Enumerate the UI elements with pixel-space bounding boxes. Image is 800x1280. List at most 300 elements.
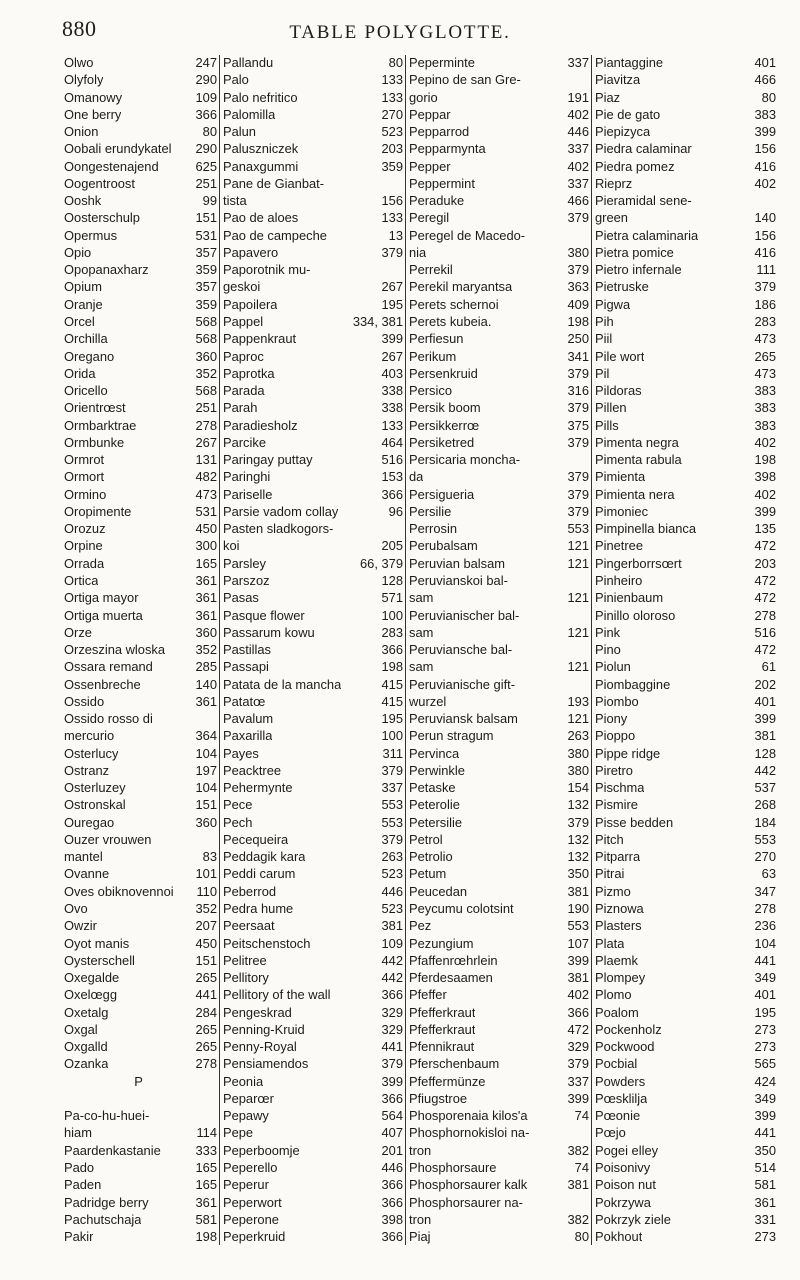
index-entry (223, 538, 405, 553)
entry-term: Pepe (223, 1125, 254, 1141)
entry-term: Perikum (409, 348, 457, 364)
entry-page-ref: 121 (567, 624, 589, 640)
entry-page-ref: 121 (567, 590, 589, 606)
entry-page-ref: 366 (195, 106, 217, 122)
index-entry (595, 970, 776, 985)
entry-term: Pelitree (223, 952, 267, 968)
entry-term: Perets schernoi (409, 296, 499, 312)
entry-page-ref: 349 (754, 1090, 776, 1106)
entry-term: Persiketred (409, 434, 475, 450)
entry-page-ref: 399 (381, 331, 403, 347)
index-entry (64, 314, 219, 329)
entry-page-ref: 352 (195, 901, 217, 917)
index-entry (595, 694, 776, 709)
entry-term: Pildoras (595, 383, 642, 399)
index-entry (64, 832, 219, 847)
entry-term: Pinheiro (595, 572, 643, 588)
entry-term: Panaxgummi (223, 158, 299, 174)
entry-term: Piombo (595, 693, 639, 709)
entry-page-ref: 100 (381, 607, 403, 623)
index-entry (64, 1229, 219, 1244)
index-entry (595, 901, 776, 916)
entry-page-ref: 265 (195, 1039, 217, 1055)
entry-page-ref: 380 (567, 762, 589, 778)
entry-page-ref: 165 (195, 1160, 217, 1175)
index-entry (409, 1022, 591, 1037)
entry-page-ref: 464 (381, 434, 403, 450)
entry-page-ref: 441 (754, 952, 776, 968)
entry-term: Orchilla (64, 331, 108, 347)
entry-term: Perubalsam (409, 538, 478, 554)
index-entry (409, 1160, 591, 1175)
entry-page-ref: 565 (754, 1056, 776, 1072)
index-entry (223, 452, 405, 467)
index-entry (223, 469, 405, 484)
index-entry (409, 797, 591, 812)
index-entry (64, 711, 219, 726)
index-entry (409, 936, 591, 951)
index-entry (409, 556, 591, 571)
index-entry (595, 538, 776, 553)
entry-page-ref: 446 (567, 124, 589, 140)
index-entry (64, 210, 219, 225)
entry-term: Pismire (595, 797, 638, 813)
index-entry (409, 1108, 591, 1123)
index-entry (64, 677, 219, 692)
entry-term: Pezungium (409, 935, 474, 951)
index-entry (223, 746, 405, 761)
index-entry (595, 625, 776, 640)
index-entry (409, 487, 591, 502)
entry-page-ref: 110 (196, 883, 217, 899)
entry-term: Phosporenaia kilos'a (409, 1108, 528, 1124)
entry-page-ref: 553 (381, 797, 403, 813)
entry-page-ref: 334, 381 (352, 313, 403, 329)
entry-term: Piombaggine (595, 676, 671, 692)
entry-page-ref: 132 (567, 797, 589, 813)
entry-page-ref: 350 (567, 866, 589, 882)
entry-page-ref: 401 (754, 693, 776, 709)
entry-term: Orozuz (64, 521, 106, 537)
entry-page-ref: 133 (381, 417, 403, 433)
entry-page-ref: 109 (195, 89, 217, 105)
index-entry (409, 72, 591, 87)
entry-page-ref: 442 (381, 952, 403, 968)
entry-term: Powders (595, 1073, 646, 1089)
entry-page-ref: 349 (754, 970, 776, 986)
index-entry (64, 1212, 219, 1227)
entry-page-ref: 402 (754, 434, 776, 450)
entry-term: Pink (595, 624, 621, 640)
entry-term: da (409, 469, 424, 485)
index-entry (595, 849, 776, 864)
entry-page-ref: 379 (567, 1056, 589, 1072)
entry-page-ref: 131 (195, 452, 217, 468)
entry-term: Paprotka (223, 365, 275, 381)
entry-term: Padridge berry (64, 1194, 149, 1210)
entry-page-ref: 207 (195, 918, 217, 934)
entry-term: Pippe ridge (595, 745, 661, 761)
index-entry (409, 538, 591, 553)
entry-page-ref: 267 (381, 279, 403, 295)
entry-term: Pepper (409, 158, 451, 174)
index-entry (409, 297, 591, 312)
entry-page-ref: 379 (381, 244, 403, 260)
entry-page-ref: 625 (195, 158, 217, 174)
entry-page-ref: 278 (754, 607, 776, 623)
index-entry (409, 504, 591, 519)
index-entry (223, 832, 405, 847)
entry-term: Peacktree (223, 762, 282, 778)
entry-page-ref: 402 (754, 486, 776, 502)
entry-page-ref: 383 (754, 383, 776, 399)
entry-term: Pferdesaamen (409, 970, 493, 986)
entry-page-ref: 379 (567, 503, 589, 519)
entry-page-ref: 300 (195, 538, 217, 554)
index-entry (64, 487, 219, 502)
index-entry (409, 228, 591, 243)
entry-term: Ostranz (64, 762, 110, 778)
index-entry (223, 987, 405, 1002)
index-entry (595, 815, 776, 830)
entry-page-ref: 399 (381, 1073, 403, 1089)
entry-page-ref: 383 (754, 106, 776, 122)
entry-page-ref: 99 (202, 193, 217, 209)
entry-term: Persik boom (409, 400, 481, 416)
entry-page-ref: 568 (195, 383, 217, 399)
index-entry (64, 297, 219, 312)
entry-term: Paardenkastanie (64, 1142, 161, 1158)
index-entry (409, 901, 591, 916)
index-entry (223, 556, 405, 571)
entry-term: Pisse bedden (595, 814, 674, 830)
index-entry (64, 228, 219, 243)
entry-term: Ozanka (64, 1056, 109, 1072)
entry-page-ref: 203 (754, 555, 776, 571)
entry-term: Ormrot (64, 452, 105, 468)
entry-page-ref: 361 (195, 693, 217, 709)
entry-page-ref: 366 (381, 1177, 403, 1193)
entry-page-ref: 80 (761, 89, 776, 105)
entry-term: Pimenta rabula (595, 452, 682, 468)
entry-page-ref: 379 (567, 814, 589, 830)
entry-term: tron (409, 1142, 432, 1158)
entry-term: Oregano (64, 348, 115, 364)
index-entry (64, 659, 219, 674)
entry-term: nia (409, 244, 427, 260)
index-entry (595, 176, 776, 191)
index-entry (64, 400, 219, 415)
index-entry (595, 1143, 776, 1158)
index-entry (223, 262, 405, 277)
index-column-4 (591, 55, 776, 1245)
entry-page-ref: 290 (195, 72, 217, 88)
entry-page-ref: 265 (754, 348, 776, 364)
entry-page-ref: 403 (381, 365, 403, 381)
entry-term: Pensiamendos (223, 1056, 309, 1072)
entry-term: Ormort (64, 469, 105, 485)
entry-term: Pinillo oloroso (595, 607, 676, 623)
entry-term: Pferschenbaum (409, 1056, 500, 1072)
entry-page-ref: 379 (754, 279, 776, 295)
entry-page-ref: 80 (388, 55, 403, 70)
index-entry (409, 210, 591, 225)
entry-term: Peruvian balsam (409, 555, 506, 571)
index-entry (409, 141, 591, 156)
entry-term: Peddagik kara (223, 849, 306, 865)
entry-page-ref: 104 (195, 745, 217, 761)
entry-term: Peterolie (409, 797, 460, 813)
index-entry (595, 141, 776, 156)
entry-page-ref: 338 (381, 400, 403, 416)
index-entry (595, 349, 776, 364)
entry-term: Parah (223, 400, 258, 416)
entry-term: Pœjo (595, 1125, 626, 1141)
entry-page-ref: 202 (754, 676, 776, 692)
entry-term: Palun (223, 124, 256, 140)
entry-term: Orientrœst (64, 400, 126, 416)
index-entry (223, 815, 405, 830)
entry-page-ref: 201 (381, 1142, 403, 1158)
entry-page-ref: 401 (754, 55, 776, 70)
entry-page-ref: 109 (381, 935, 403, 951)
entry-term: Piznowa (595, 901, 644, 917)
entry-page-ref: 195 (381, 296, 403, 312)
entry-page-ref: 156 (754, 227, 776, 243)
index-entry (64, 469, 219, 484)
entry-page-ref: 104 (754, 935, 776, 951)
index-entry (595, 746, 776, 761)
entry-page-ref: 581 (754, 1177, 776, 1193)
entry-term: Pece (223, 797, 253, 813)
index-entry (64, 193, 219, 208)
entry-page-ref: 267 (381, 348, 403, 364)
entry-page-ref: 424 (754, 1073, 776, 1089)
entry-page-ref: 329 (381, 1021, 403, 1037)
index-entry (409, 262, 591, 277)
entry-term: Oxetalg (64, 1004, 109, 1020)
index-entry (64, 763, 219, 778)
entry-term: Pitch (595, 831, 624, 847)
index-entry (409, 349, 591, 364)
entry-term: sam (409, 590, 434, 606)
index-entry (223, 1229, 405, 1244)
index-entry (595, 1039, 776, 1054)
index-entry (409, 1039, 591, 1054)
entry-term: Ormino (64, 486, 107, 502)
entry-term: Penning-Kruid (223, 1021, 305, 1037)
entry-page-ref: 337 (567, 141, 589, 157)
index-entry (595, 1160, 776, 1175)
entry-page-ref: 205 (381, 538, 403, 554)
entry-page-ref: 531 (195, 503, 217, 519)
entry-page-ref: 357 (195, 244, 217, 260)
entry-page-ref: 151 (195, 952, 217, 968)
entry-page-ref: 379 (381, 1056, 403, 1072)
entry-term: Osterluzey (64, 780, 126, 796)
entry-term: Perrosin (409, 521, 457, 537)
entry-term: Pimienta nera (595, 486, 675, 502)
index-entry (64, 1195, 219, 1210)
index-entry (595, 418, 776, 433)
index-entry (64, 556, 219, 571)
index-entry (64, 55, 219, 70)
entry-term: Pervinca (409, 745, 460, 761)
entry-term: Pimoniec (595, 503, 649, 519)
index-entry (223, 504, 405, 519)
index-entry (409, 107, 591, 122)
index-entry (64, 1022, 219, 1037)
index-entry (64, 504, 219, 519)
index-entry (409, 642, 591, 657)
entry-page-ref: 329 (567, 1039, 589, 1055)
index-entry (64, 866, 219, 881)
index-entry (595, 1074, 776, 1089)
index-entry (223, 1108, 405, 1123)
entry-page-ref: 381 (567, 883, 589, 899)
entry-term: Payes (223, 745, 259, 761)
entry-page-ref: 381 (381, 918, 403, 934)
entry-page-ref: 360 (195, 348, 217, 364)
entry-term: Orcel (64, 313, 95, 329)
entry-page-ref: 399 (754, 711, 776, 727)
entry-term: Oysterschell (64, 952, 135, 968)
entry-page-ref: 382 (567, 1211, 589, 1227)
entry-term: Pie de gato (595, 106, 661, 122)
entry-page-ref: 114 (196, 1125, 217, 1141)
entry-term: Palo (223, 72, 249, 88)
entry-term: Pitrai (595, 866, 625, 882)
entry-page-ref: 399 (567, 1090, 589, 1106)
index-entry (409, 159, 591, 174)
index-entry (223, 728, 405, 743)
entry-term: Pietra pomice (595, 244, 674, 260)
entry-term: Pillen (595, 400, 627, 416)
index-entry (595, 573, 776, 588)
entry-page-ref: 568 (195, 331, 217, 347)
index-entry (223, 642, 405, 657)
entry-term: One berry (64, 106, 122, 122)
page-number: 880 (62, 16, 97, 41)
entry-page-ref: 198 (754, 452, 776, 468)
entry-term: Pavalum (223, 711, 274, 727)
entry-page-ref: 398 (754, 469, 776, 485)
entry-term: Pills (595, 417, 619, 433)
entry-term: Owzir (64, 918, 97, 934)
index-entry (409, 918, 591, 933)
index-entry (595, 279, 776, 294)
entry-term: Plompey (595, 970, 646, 986)
entry-term: Osterlucy (64, 745, 119, 761)
entry-term: Peersaat (223, 918, 275, 934)
entry-term: Pa-co-hu-huei- (64, 1108, 150, 1124)
index-entry (64, 538, 219, 553)
entry-term: Peitschenstoch (223, 935, 311, 951)
entry-page-ref: 285 (195, 659, 217, 675)
index-entry (64, 349, 219, 364)
entry-term: Parszoz (223, 572, 270, 588)
entry-page-ref: 80 (574, 1229, 589, 1245)
entry-term: Oxgalld (64, 1039, 108, 1055)
entry-term: Pappenkraut (223, 331, 297, 347)
index-entry (223, 1160, 405, 1175)
entry-term: Papoilera (223, 296, 278, 312)
entry-page-ref: 270 (381, 106, 403, 122)
entry-page-ref: 74 (574, 1108, 589, 1124)
entry-page-ref: 198 (381, 659, 403, 675)
entry-page-ref: 111 (756, 262, 776, 278)
entry-term: Passarum kowu (223, 624, 315, 640)
entry-term: Paringhi (223, 469, 271, 485)
entry-term: Peregil (409, 210, 450, 226)
entry-term: Peparœr (223, 1090, 274, 1106)
entry-page-ref: 523 (381, 901, 403, 917)
entry-page-ref: 154 (567, 780, 589, 796)
index-entry (409, 1212, 591, 1227)
entry-term: Piantaggine (595, 55, 664, 70)
entry-page-ref: 402 (567, 106, 589, 122)
index-entry (409, 1177, 591, 1192)
entry-page-ref: 472 (567, 1021, 589, 1037)
entry-term: Orze (64, 624, 92, 640)
entry-term: Peonia (223, 1073, 264, 1089)
entry-page-ref: 379 (567, 262, 589, 278)
index-column-1 (64, 55, 219, 1245)
index-entry (64, 728, 219, 743)
entry-term: Pfaffenrœhrlein (409, 952, 498, 968)
entry-term: P (134, 1073, 143, 1089)
entry-term: Oxelœgg (64, 987, 118, 1003)
index-entry (409, 866, 591, 881)
entry-term: Pedra hume (223, 901, 294, 917)
entry-term: Phosphorsaurer na- (409, 1194, 523, 1210)
entry-term: Paxarilla (223, 728, 273, 744)
entry-term: Petrolio (409, 849, 453, 865)
entry-page-ref: 133 (381, 72, 403, 88)
entry-term: Pech (223, 814, 253, 830)
entry-page-ref: 399 (754, 1108, 776, 1124)
entry-term: Opermus (64, 227, 118, 243)
index-entry (409, 1143, 591, 1158)
index-entry (409, 279, 591, 294)
entry-page-ref: 278 (195, 1056, 217, 1072)
entry-term: Oogentroost (64, 175, 135, 191)
entry-term: Pao de aloes (223, 210, 299, 226)
entry-term: Pokrzywa (595, 1194, 651, 1210)
entry-term: Petersilie (409, 814, 463, 830)
index-entry (64, 608, 219, 623)
entry-page-ref: 364 (195, 728, 217, 744)
entry-page-ref: 195 (754, 1004, 776, 1020)
entry-page-ref: 379 (381, 831, 403, 847)
index-entry (223, 866, 405, 881)
entry-page-ref: 472 (754, 642, 776, 658)
entry-term: Ormbunke (64, 434, 125, 450)
entry-page-ref: 416 (754, 158, 776, 174)
entry-page-ref: 482 (195, 469, 217, 485)
entry-page-ref: 156 (754, 141, 776, 157)
entry-page-ref: 401 (754, 987, 776, 1003)
entry-page-ref: 135 (754, 521, 776, 537)
entry-term: Pœsklilja (595, 1090, 648, 1106)
entry-page-ref: 236 (754, 918, 776, 934)
index-entry (223, 107, 405, 122)
entry-page-ref: 140 (195, 676, 217, 692)
entry-term: Pietruske (595, 279, 649, 295)
entry-page-ref: 132 (567, 849, 589, 865)
entry-page-ref: 415 (381, 693, 403, 709)
entry-term: koi (223, 538, 240, 554)
